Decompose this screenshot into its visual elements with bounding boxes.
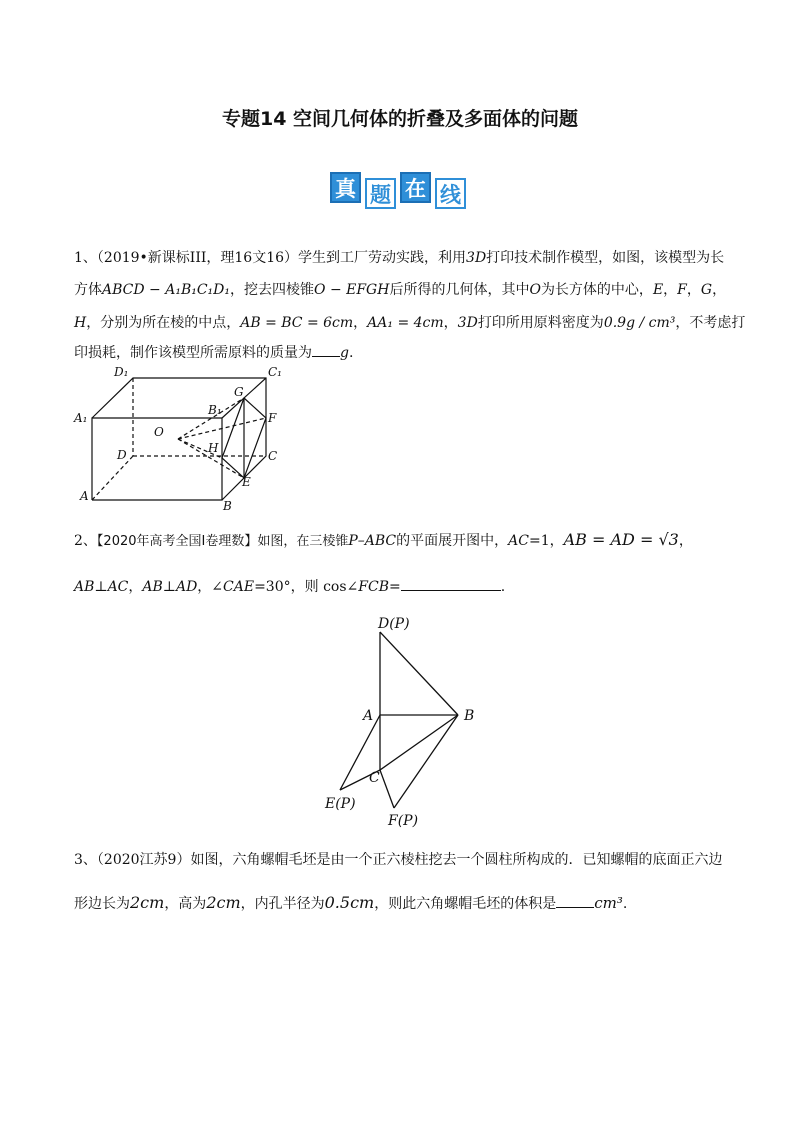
text: . (500, 579, 506, 595)
pyramid-net-figure (320, 612, 500, 830)
math: 2cm (130, 893, 165, 912)
label-a: A (363, 708, 374, 724)
math: 0.9g / cm³ (603, 315, 676, 331)
cuboid-figure (70, 360, 300, 510)
label-b1: B₁ (208, 403, 222, 417)
label-c: C (268, 449, 278, 463)
text: 【2020年高考全国Ⅰ卷理数】如图，在三棱锥 (96, 534, 349, 549)
problem-3-number: 3、 (74, 852, 97, 868)
text: 为长方体的中心， (540, 282, 653, 298)
math: P–ABC (348, 533, 397, 549)
text: 打印所用原料密度为 (477, 315, 604, 331)
text: （2020江苏9）如图，六角螺帽毛坯是由一个正六棱柱挖去一个圆柱所构成的．已知螺帽的底面正六边 (96, 852, 723, 868)
edge-cf (380, 770, 394, 808)
math: H (74, 315, 87, 331)
text: . (348, 345, 354, 361)
text: ， (686, 282, 701, 298)
math: 3D (466, 250, 487, 266)
text: ， (443, 315, 458, 331)
text: ， (678, 533, 693, 549)
text: 方体 (74, 282, 102, 298)
edge-cb (380, 715, 458, 770)
text: ，分别为所在棱的中点， (86, 315, 241, 331)
math: AB = AD = √3 (563, 530, 679, 549)
label-o: O (154, 425, 164, 439)
math: AC (508, 533, 529, 549)
text: 打印技术制作模型，如图，该模型为长 (486, 250, 725, 266)
label-a: A (80, 489, 89, 503)
text: （2019•新课标III，理16文16）学生到工厂劳动实践，利用 (96, 250, 467, 266)
math: O − EFGH (314, 282, 390, 298)
problem-3-line-1 (74, 850, 722, 870)
label-h: H (208, 441, 219, 455)
problem-1-line-2 (74, 280, 726, 300)
label-c: C (369, 770, 380, 786)
problem-3-line-2 (74, 893, 627, 914)
label-g: G (234, 385, 244, 399)
math: ABCD − A₁B₁C₁D₁ (102, 282, 231, 298)
math: AB⊥AC (74, 579, 129, 595)
text: =1， (528, 533, 564, 549)
text: ，挖去四棱锥 (230, 282, 315, 298)
text: ， (353, 315, 368, 331)
math: cm³ (594, 894, 623, 912)
edge-db (380, 632, 458, 715)
math: AB = BC = 6cm (240, 315, 354, 331)
math: 2cm (206, 893, 241, 912)
text: 形边长为 (74, 896, 130, 912)
answer-blank (312, 342, 340, 357)
text: ，高为 (164, 896, 207, 912)
math: E (652, 282, 664, 298)
label-c1: C₁ (268, 365, 282, 379)
label-f: F (268, 411, 277, 425)
section-banner (330, 172, 470, 209)
text: . (622, 896, 628, 912)
math: 3D (457, 315, 478, 331)
label-d1: D₁ (114, 365, 129, 379)
label-b: B (464, 708, 475, 724)
label-fp: F(P) (388, 813, 419, 829)
answer-blank (556, 893, 594, 908)
hidden-edge-ad (92, 456, 133, 500)
text: 印损耗，制作该模型所需原料的质量为 (74, 345, 312, 361)
answer-blank (401, 576, 501, 591)
text: ，则此六角螺帽毛坯的体积是 (374, 896, 557, 912)
math: FCB (358, 579, 389, 595)
text: ，∠ (197, 579, 224, 595)
math: F (677, 282, 687, 298)
edge-fb (394, 715, 458, 808)
math: g (340, 345, 349, 361)
text: ， (663, 282, 678, 298)
text: ， (128, 579, 143, 595)
text: ，不考虑打 (675, 315, 746, 331)
text: =30°，则 cos∠ (254, 579, 359, 595)
problem-1-line-1 (74, 248, 724, 268)
problem-2-line-1 (74, 530, 693, 552)
label-e: E (242, 475, 251, 489)
problem-2-number: 2、 (74, 533, 97, 549)
banner-char-1: 真 (330, 172, 361, 203)
text: ， (712, 282, 727, 298)
text: = (388, 579, 401, 595)
math: CAE (223, 579, 255, 595)
math: O (529, 282, 541, 298)
problem-1-line-3 (74, 313, 745, 333)
banner-char-4: 线 (435, 178, 466, 209)
text: 后所得的几何体，其中 (389, 282, 530, 298)
label-d: D (117, 448, 127, 462)
label-dp: D(P) (378, 616, 410, 632)
label-b: B (223, 499, 232, 510)
banner-char-2: 题 (365, 178, 396, 209)
banner-char-3: 在 (400, 172, 431, 203)
math: 0.5cm (324, 893, 375, 912)
math: AB⊥AD (142, 579, 198, 595)
problem-1-number: 1、 (74, 250, 97, 266)
label-a1: A₁ (74, 411, 88, 425)
label-ep: E(P) (325, 796, 356, 812)
problem-2-line-2 (74, 576, 505, 597)
math: AA₁ = 4cm (367, 315, 444, 331)
math: G (700, 282, 713, 298)
page-title: 专题14 空间几何体的折叠及多面体的问题 (221, 108, 579, 130)
text: 的平面展开图中， (396, 533, 509, 549)
text: ，内孔半径为 (240, 896, 325, 912)
